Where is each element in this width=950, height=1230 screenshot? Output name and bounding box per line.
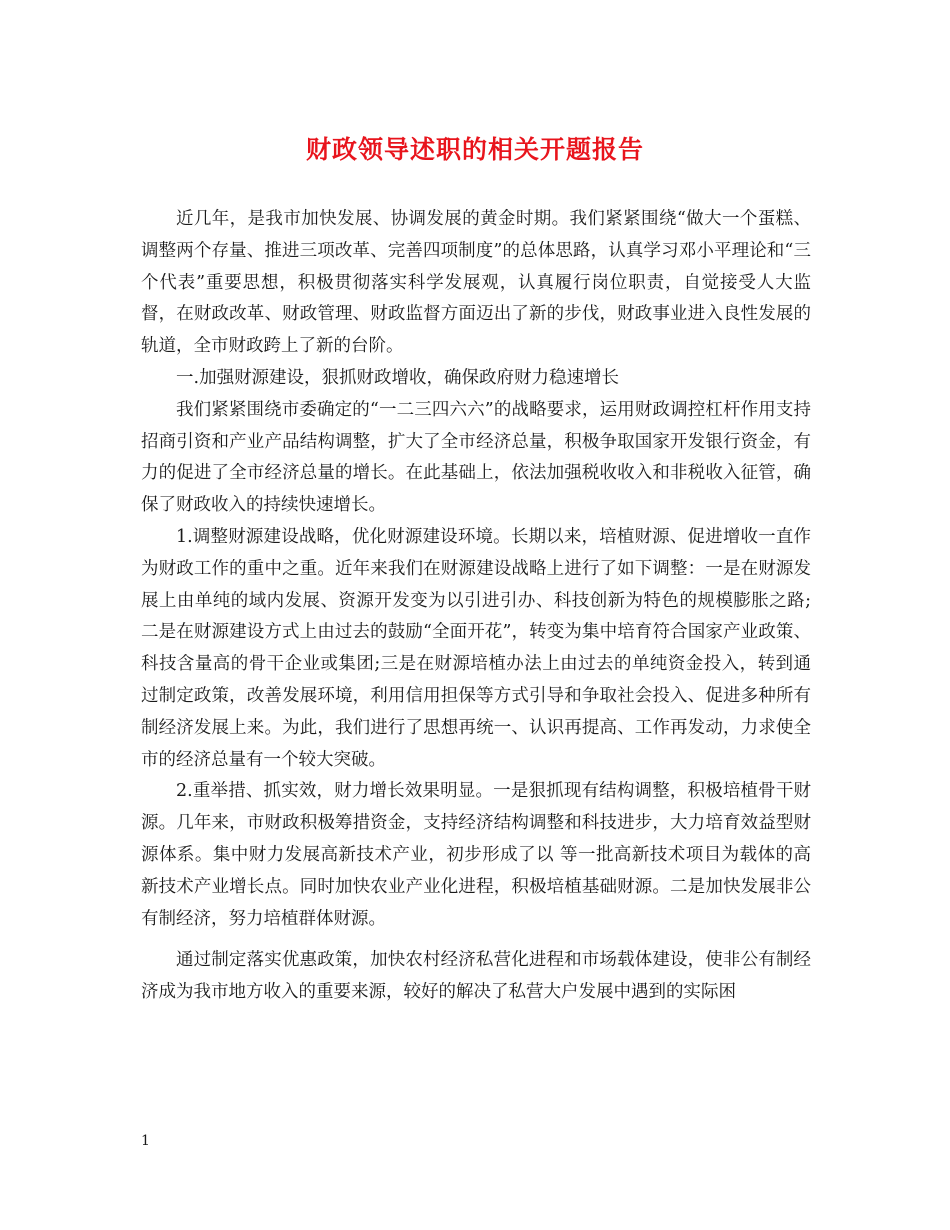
paragraph-policy: 通过制定落实优惠政策，加快农村经济私营化进程和市场载体建设，使非公有制经济成为我市地方收入的重要来源，较好的解决了私营大户发展中遇到的实际困 bbox=[141, 950, 811, 1003]
document-title: 财政领导述职的相关开题报告 bbox=[305, 135, 644, 164]
document-body bbox=[141, 204, 811, 1009]
section-heading-1: 一.加强财源建设，狠抓财政增收，确保政府财力稳速增长 bbox=[176, 367, 620, 388]
paragraph-item-2: 2.重举措、抓实效，财力增长效果明显。一是狠抓现有结构调整，积极培植骨干财源。几年来，市财政积极筹措资金，支持经济结构调整和科技进步，大力培育效益型财源体系。集中财力发展高新技术产业，初步形成了以 等一批高新技术项目为载体的高新技术产业增长点。同时加快农业产业化进程，积极培植基础财源。二是加快发展非公有制经济，努力培植群体财源。 bbox=[141, 781, 811, 929]
paragraph-intro: 近几年，是我市加快发展、协调发展的黄金时期。我们紧紧围绕“做大一个蛋糕、调整两个存量、推进三项改革、完善四项制度”的总体思路，认真学习邓小平理论和“三个代表”重要思想，积极贯彻落实科学发展观，认真履行岗位职责，自觉接受人大监督，在财政改革、财政管理、财政监督方面迈出了新的步伐，财政事业进入良性发展的轨道，全市财政跨上了新的台阶。 bbox=[141, 209, 811, 357]
paragraph-strategy: 我们紧紧围绕市委确定的“一二三四六六”的战略要求，运用财政调控杠杆作用支持招商引资和产业产品结构调整，扩大了全市经济总量，积极争取国家开发银行资金，有力的促进了全市经济总量的增长。在此基础上，依法加强税收收入和非税收入征管，确保了财政收入的持续快速增长。 bbox=[141, 399, 811, 516]
page-number: 1 bbox=[141, 1133, 150, 1149]
paragraph-item-1: 1.调整财源建设战略，优化财源建设环境。长期以来，培植财源、促进增收一直作为财政工作的重中之重。近年来我们在财源建设战略上进行了如下调整：一是在财源发展上由单纯的域内发展、资源开发变为以引进引办、科技创新为特色的规模膨胀之路; 二是在财源建设方式上由过去的鼓励“全面开花”，转变为集中培育符合国家产业政策、科技含量高的骨干企业或集团;三是在财源培植办法上由过去的单纯资金投入，转到通过制定政策，改善发展环境，利用信用担保等方式引导和争取社会投入、促进多种所有制经济发展上来。为此，我们进行了思想再统一、认识再提高、工作再发动，力求使全市的经济总量有一个较大突破。 bbox=[141, 526, 811, 770]
